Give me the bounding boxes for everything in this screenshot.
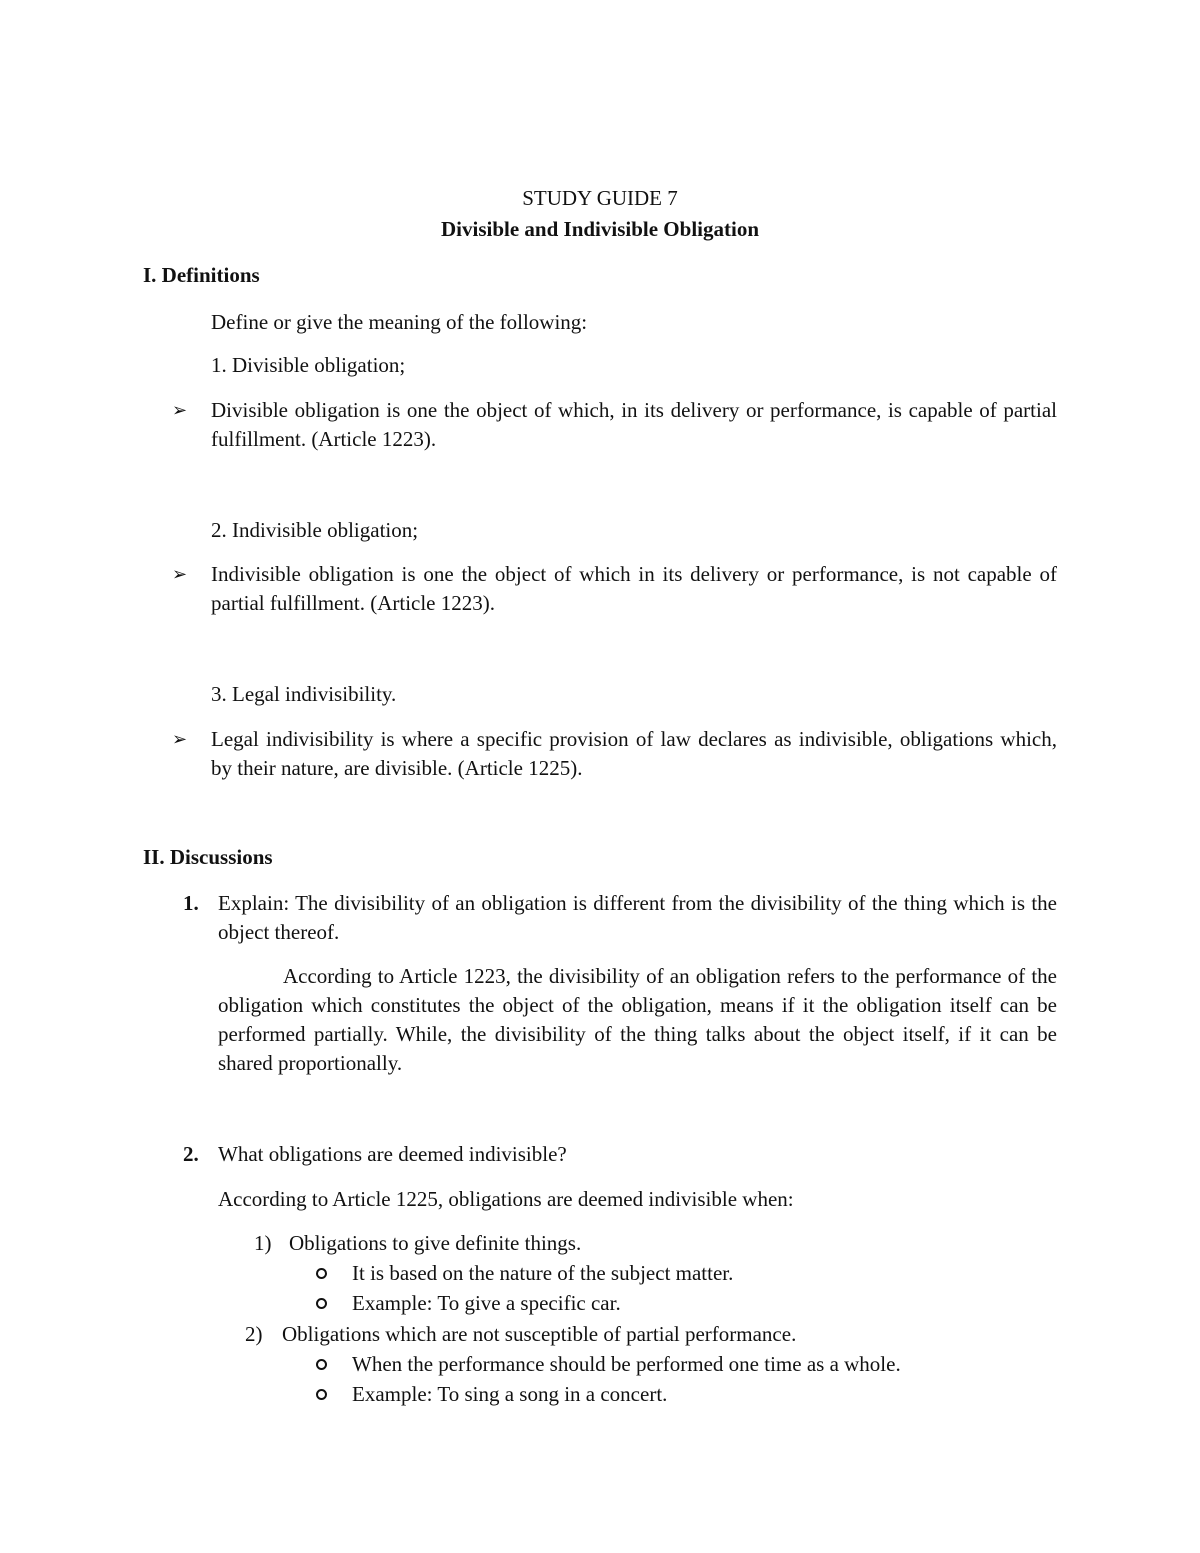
arrow-bullet-icon: ➢ — [172, 729, 188, 749]
list-item-text: Obligations to give definite things. — [289, 1231, 582, 1255]
circle-bullet-icon — [316, 1359, 327, 1370]
list-item-number: 1) — [254, 1231, 272, 1255]
definition-answer-2: Indivisible obligation is one the object of which in its delivery or performance, is not capable of partial fulfillment. (Article 1223). — [211, 562, 1057, 615]
circle-bullet-icon — [316, 1298, 327, 1309]
sub-item-text: When the performance should be performed one time as a whole. — [352, 1352, 901, 1376]
question-intro-2: According to Article 1225, obligations are deemed indivisible when: — [218, 1187, 794, 1211]
definition-answer-1: Divisible obligation is one the object of which, in its delivery or performance, is capable of partial fulfillment. (Article 1223). — [211, 398, 1057, 451]
question-number-1: 1. — [183, 891, 199, 915]
definition-label-3: 3. Legal indivisibility. — [211, 682, 397, 706]
sub-item-text: Example: To give a specific car. — [352, 1291, 621, 1315]
arrow-bullet-icon: ➢ — [172, 400, 188, 420]
definitions-intro: Define or give the meaning of the following: — [211, 310, 588, 334]
circle-bullet-icon — [316, 1268, 327, 1279]
question-text-1: Explain: The divisibility of an obligation is different from the divisibility of the thing which is the object thereof. — [218, 891, 1057, 944]
sub-item-text: It is based on the nature of the subject matter. — [352, 1261, 734, 1285]
document-subtitle: Divisible and Indivisible Obligation — [440, 217, 759, 241]
document-title: STUDY GUIDE 7 — [522, 186, 678, 210]
definition-label-2: 2. Indivisible obligation; — [211, 518, 419, 542]
question-number-2: 2. — [183, 1142, 199, 1166]
section-heading-definitions: I. Definitions — [143, 263, 260, 287]
question-text-2: What obligations are deemed indivisible? — [218, 1142, 567, 1166]
definition-label-1: 1. Divisible obligation; — [211, 353, 406, 377]
sub-item-text: Example: To sing a song in a concert. — [352, 1382, 668, 1406]
definition-answer-3: Legal indivisibility is where a specific provision of law declares as indivisible, obligations which, by their nature, are divisible. (Article 1225). — [211, 727, 1057, 780]
circle-bullet-icon — [316, 1389, 327, 1400]
list-item-number: 2) — [245, 1322, 263, 1346]
list-item-text: Obligations which are not susceptible of partial performance. — [282, 1322, 797, 1346]
section-heading-discussions: II. Discussions — [143, 845, 273, 869]
question-answer-1: According to Article 1223, the divisibility of an obligation refers to the performance of the obligation which constitutes the object of the obligation, means if it the obligation itself can be performed partially. While, the divisibility of the thing talks about the object itself, if it can be shared proportionally. — [218, 964, 1057, 1075]
arrow-bullet-icon: ➢ — [172, 564, 188, 584]
